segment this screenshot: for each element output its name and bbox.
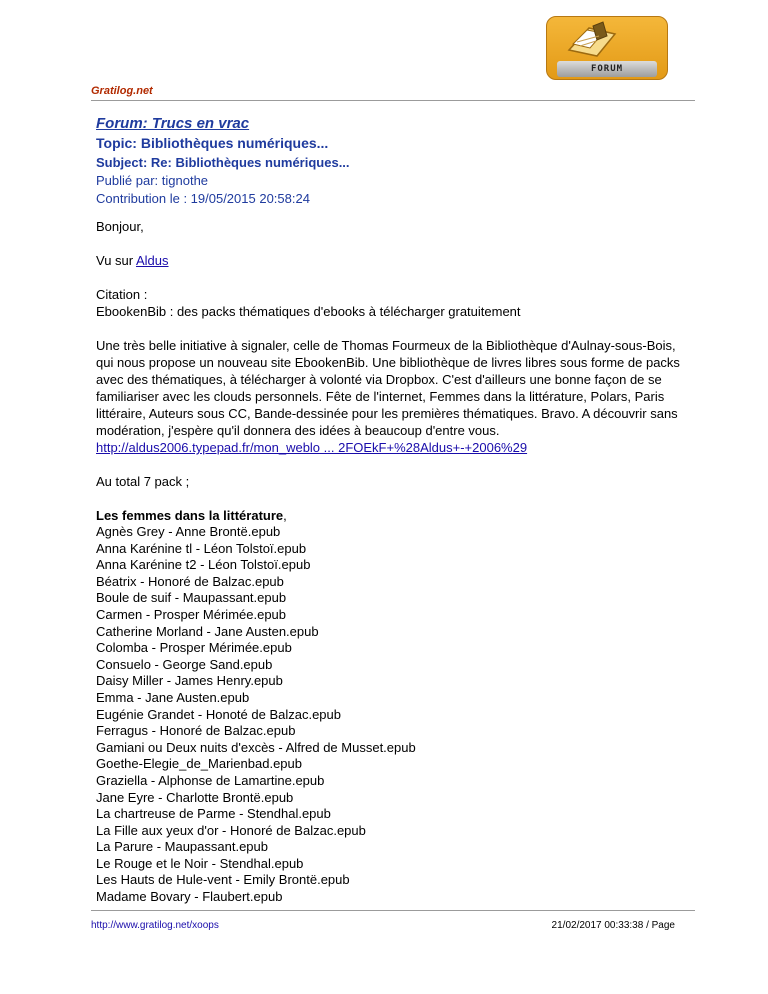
- seen-on-line: [96, 252, 686, 269]
- book-list-item: Ferragus - Honoré de Balzac.epub: [96, 723, 296, 739]
- book-list-item: La Fille aux yeux d'or - Honoré de Balzac.epub: [96, 822, 366, 838]
- forum-logo: [546, 16, 668, 80]
- book-list-item: Le Rouge et le Noir - Stendhal.epub: [96, 855, 304, 871]
- post-header: [96, 114, 686, 208]
- book-list-item: Gamiani ou Deux nuits d'excès - Alfred de Musset.epub: [96, 739, 416, 755]
- book-list-item: Consuelo - George Sand.epub: [96, 656, 273, 672]
- book-list-item: La Parure - Maupassant.epub: [96, 839, 268, 855]
- book-list-item: Eugénie Grandet - Honoté de Balzac.epub: [96, 706, 342, 722]
- citation-title: EbookenBib : des packs thématiques d'ebooks à télécharger gratuitement: [96, 304, 521, 319]
- citation-paragraph: [96, 337, 686, 456]
- footer-url[interactable]: http://www.gratilog.net/xoops: [91, 920, 219, 931]
- post-body: [96, 218, 686, 906]
- forum-title-link[interactable]: Forum: Trucs en vrac: [96, 115, 250, 132]
- book-list: [96, 524, 686, 906]
- book-list-item: Emma - Jane Austen.epub: [96, 689, 250, 705]
- footer-date: 21/02/2017 00:33:38 / Page: [551, 920, 675, 931]
- subject-title: Subject: Re: Bibliothèques numériques...: [96, 155, 350, 170]
- citation-label: Citation :: [96, 287, 148, 302]
- book-list-section: [96, 507, 686, 906]
- book-list-item: Anna Karénine t2 - Léon Tolstoï.epub: [96, 557, 311, 573]
- site-name: Gratilog.net: [91, 85, 153, 97]
- book-list-item: La chartreuse de Parme - Stendhal.epub: [96, 806, 331, 822]
- book-list-item: Agnès Grey - Anne Brontë.epub: [96, 524, 281, 539]
- book-list-item: Daisy Miller - James Henry.epub: [96, 673, 283, 689]
- citation-block: [96, 286, 686, 320]
- book-list-item: Béatrix - Honoré de Balzac.epub: [96, 573, 284, 589]
- book-list-item: Jane Eyre - Charlotte Brontë.epub: [96, 789, 294, 805]
- book-list-item: Goethe-Elegie_de_Marienbad.epub: [96, 756, 302, 772]
- book-list-item: Madame Bovary - Flaubert.epub: [96, 889, 283, 905]
- aldus-link[interactable]: Aldus: [135, 253, 169, 268]
- post-author: Publié par: tignothe: [96, 173, 209, 188]
- book-list-item: Graziella - Alphonse de Lamartine.epub: [96, 772, 325, 788]
- book-icon: [563, 20, 621, 58]
- post-date: Contribution le : 19/05/2015 20:58:24: [96, 191, 310, 206]
- book-list-item: Colomba - Prosper Mérimée.epub: [96, 640, 292, 656]
- paragraph-text: Une très belle initiative à signaler, celle de Thomas Fourmeux de la Bibliothèque d'Aulnay-sous-Bois, qui nous propose un nouveau site EbookenBib. Une bibliothèque de livres libres sous forme de packs avec des thématiques, à télécharger à volonté via Dropbox. C'est d'ailleurs une bonne façon de se familiariser avec les clouds personnels. Fête de l'internet, Femmes dans la littérature, Polars, Paris littéraire, Auteurs sous CC, Bande-dessinée pour les premières thématiques. Bravo. A découvrir sans modération, j'espère qu'il donnera des idées à beaucoup d'entre vous.: [96, 338, 680, 438]
- greeting: Bonjour,: [96, 219, 144, 234]
- list-title-suffix: ,: [283, 508, 287, 523]
- list-title: Les femmes dans la littérature: [96, 508, 284, 523]
- book-list-item: Carmen - Prosper Mérimée.epub: [96, 606, 287, 622]
- total-packs: Au total 7 pack ;: [96, 474, 190, 489]
- forum-logo-label: FORUM: [557, 61, 657, 77]
- book-list-item: Catherine Morland - Jane Austen.epub: [96, 623, 319, 639]
- book-list-item: Anna Karénine tl - Léon Tolstoï.epub: [96, 540, 307, 556]
- seen-on-prefix: Vu sur: [96, 253, 136, 268]
- footer-divider: [91, 910, 695, 911]
- aldus-article-link[interactable]: http://aldus2006.typepad.fr/mon_weblo ... 2FOEkF+%28Aldus+-+2006%29: [96, 440, 528, 455]
- topic-title: Topic: Bibliothèques numériques...: [96, 135, 329, 151]
- book-list-item: Boule de suif - Maupassant.epub: [96, 590, 287, 606]
- book-list-item: Les Hauts de Hule-vent - Emily Brontë.epub: [96, 872, 350, 888]
- header-divider: [91, 100, 695, 101]
